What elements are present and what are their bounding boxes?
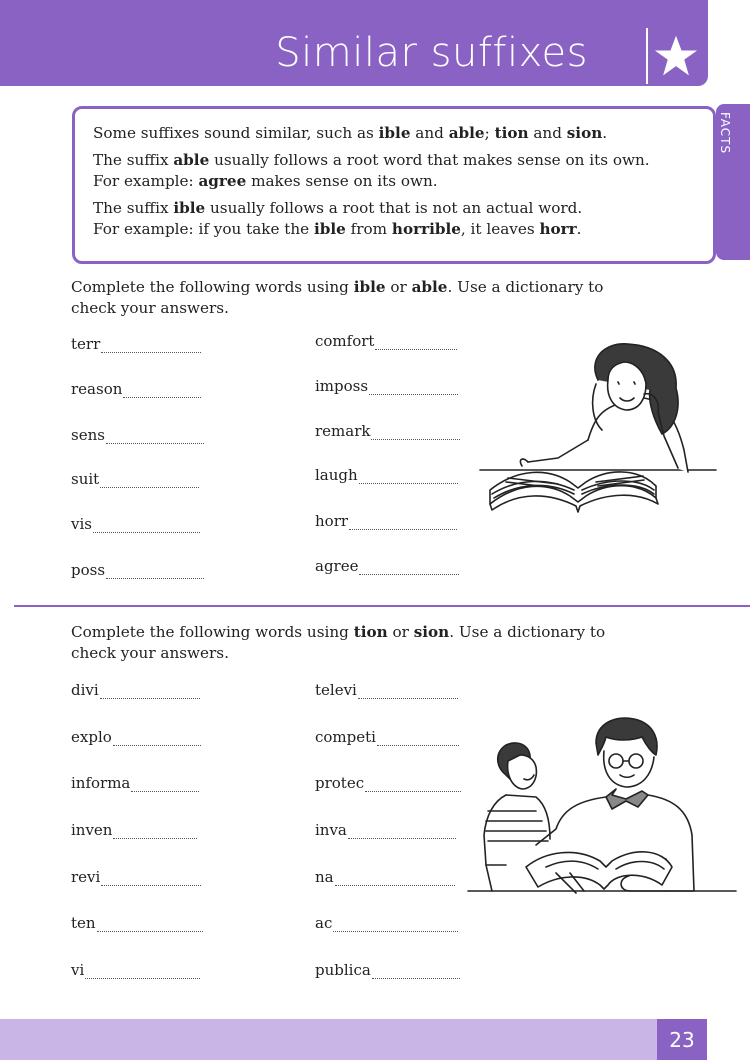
exercise-item[interactable]: televi: [315, 681, 458, 699]
header-banner: [0, 0, 708, 86]
exercise-item[interactable]: protec: [315, 774, 461, 792]
exercise-item[interactable]: publica: [315, 961, 460, 979]
exercise-item[interactable]: vis: [71, 515, 200, 533]
facts-line-2: The suffix able usually follows a root word that makes sense on its own.: [93, 151, 650, 169]
exercise-item[interactable]: informa: [71, 774, 199, 792]
exercise-item[interactable]: ten: [71, 914, 203, 932]
section2-instruction: Complete the following words using tion or sion. Use a dictionary to check your answers.: [71, 623, 606, 662]
exercise-item[interactable]: agree: [315, 557, 459, 575]
man-and-boy-reading-illustration: [466, 715, 738, 915]
facts-line-5: For example: if you take the ible from horrible, it leaves horr.: [93, 220, 582, 238]
facts-line-3: For example: agree makes sense on its own.: [93, 172, 438, 190]
facts-box: [72, 106, 716, 264]
exercise-item[interactable]: vi: [71, 961, 200, 979]
facts-line-1: Some suffixes sound similar, such as ible and able; tion and sion.: [93, 124, 608, 142]
exercise-item[interactable]: remark: [315, 422, 460, 440]
footer-bar: [0, 1019, 660, 1060]
exercise-item[interactable]: suit: [71, 470, 199, 488]
exercise-item[interactable]: inven: [71, 821, 197, 839]
page-title: Similar suffixes: [275, 30, 588, 76]
facts-tab: FACTS: [716, 104, 750, 260]
exercise-item[interactable]: horr: [315, 512, 457, 530]
exercise-item[interactable]: competi: [315, 728, 459, 746]
girl-reading-illustration: [478, 340, 718, 535]
exercise-item[interactable]: poss: [71, 561, 204, 579]
exercise-item[interactable]: reason: [71, 380, 201, 398]
section1-instruction: Complete the following words using ible or able. Use a dictionary to check your answers.: [71, 278, 604, 317]
exercise-item[interactable]: revi: [71, 868, 201, 886]
exercise-item[interactable]: divi: [71, 681, 200, 699]
exercise-item[interactable]: imposs: [315, 377, 458, 395]
exercise-item[interactable]: laugh: [315, 466, 458, 484]
section-divider: [14, 605, 750, 607]
exercise-item[interactable]: ac: [315, 914, 458, 932]
facts-line-4: The suffix ible usually follows a root that is not an actual word.: [93, 199, 583, 217]
exercise-item[interactable]: terr: [71, 335, 201, 353]
exercise-item[interactable]: sens: [71, 426, 204, 444]
exercise-item[interactable]: inva: [315, 821, 456, 839]
exercise-item[interactable]: na: [315, 868, 455, 886]
page-number: 23: [657, 1019, 707, 1060]
star-icon: [646, 28, 704, 84]
exercise-item[interactable]: explo: [71, 728, 201, 746]
exercise-item[interactable]: comfort: [315, 332, 457, 350]
